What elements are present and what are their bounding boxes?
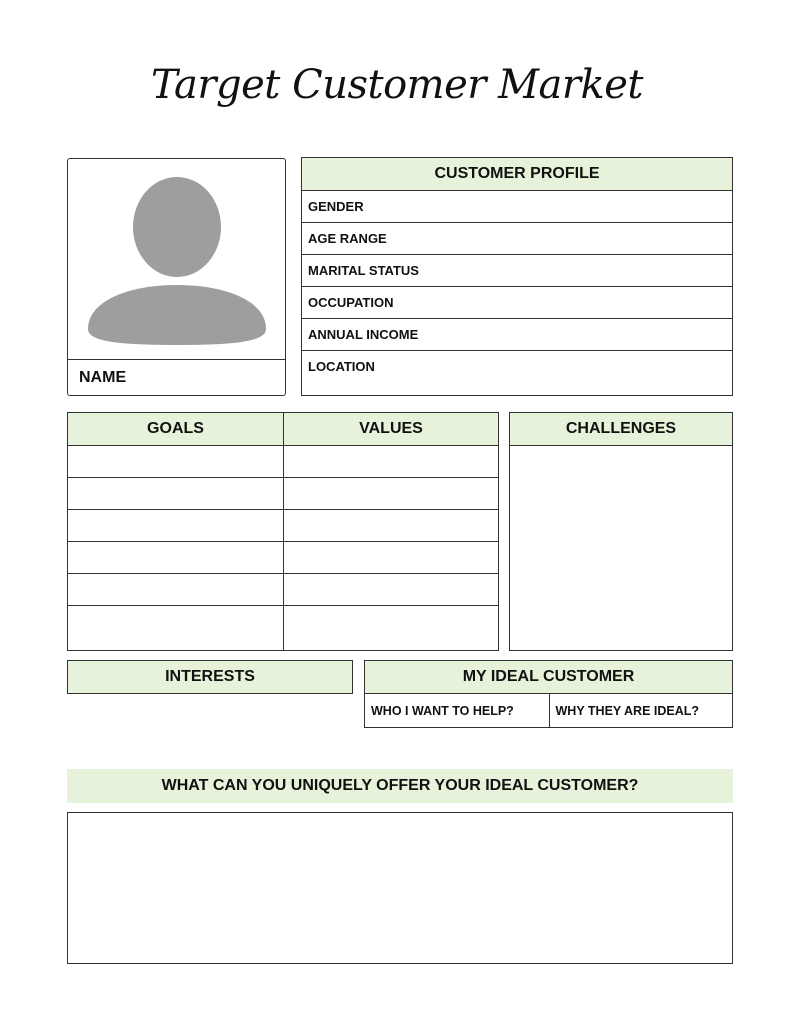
goals-values-table	[67, 412, 499, 651]
values-cell[interactable]	[284, 542, 498, 574]
location-field[interactable]: LOCATION	[308, 359, 375, 374]
goals-cell[interactable]	[68, 446, 283, 478]
page-title: Target Customer Market	[150, 62, 643, 108]
person-silhouette-icon	[68, 159, 285, 359]
goals-cell[interactable]	[68, 510, 283, 542]
customer-photo-card	[67, 158, 286, 396]
ideal-customer-table	[364, 660, 733, 728]
goals-column	[68, 413, 283, 650]
name-field[interactable]: NAME	[68, 359, 285, 395]
goals-cell[interactable]	[68, 574, 283, 606]
values-header: VALUES	[284, 413, 498, 446]
gender-field[interactable]: GENDER	[302, 191, 732, 223]
offer-answer-box[interactable]	[67, 812, 733, 964]
values-cell[interactable]	[284, 446, 498, 478]
values-cell[interactable]	[284, 574, 498, 606]
marital-status-field[interactable]: MARITAL STATUS	[302, 255, 732, 287]
interests-box[interactable]	[67, 660, 353, 694]
goals-cell[interactable]	[68, 478, 283, 510]
challenges-box[interactable]	[509, 412, 733, 651]
who-i-want-to-help-field[interactable]: WHO I WANT TO HELP?	[371, 703, 514, 718]
values-cell[interactable]	[284, 478, 498, 510]
ideal-customer-subheaders	[365, 694, 732, 727]
values-cell[interactable]	[284, 510, 498, 542]
challenges-header: CHALLENGES	[510, 413, 732, 446]
interests-header: INTERESTS	[68, 661, 352, 693]
goals-cell[interactable]	[68, 542, 283, 574]
customer-profile-table	[301, 157, 733, 396]
goals-cell[interactable]	[68, 606, 283, 648]
ideal-customer-header: MY IDEAL CUSTOMER	[365, 661, 732, 694]
values-column	[283, 413, 498, 650]
annual-income-field[interactable]: ANNUAL INCOME	[302, 319, 732, 351]
offer-header: WHAT CAN YOU UNIQUELY OFFER YOUR IDEAL CUSTOMER?	[67, 769, 733, 803]
age-range-field[interactable]: AGE RANGE	[302, 223, 732, 255]
goals-header: GOALS	[68, 413, 283, 446]
occupation-field[interactable]: OCCUPATION	[302, 287, 732, 319]
customer-profile-header: CUSTOMER PROFILE	[302, 158, 732, 191]
why-they-are-ideal-field[interactable]: WHY THEY ARE IDEAL?	[549, 694, 733, 727]
values-cell[interactable]	[284, 606, 498, 648]
